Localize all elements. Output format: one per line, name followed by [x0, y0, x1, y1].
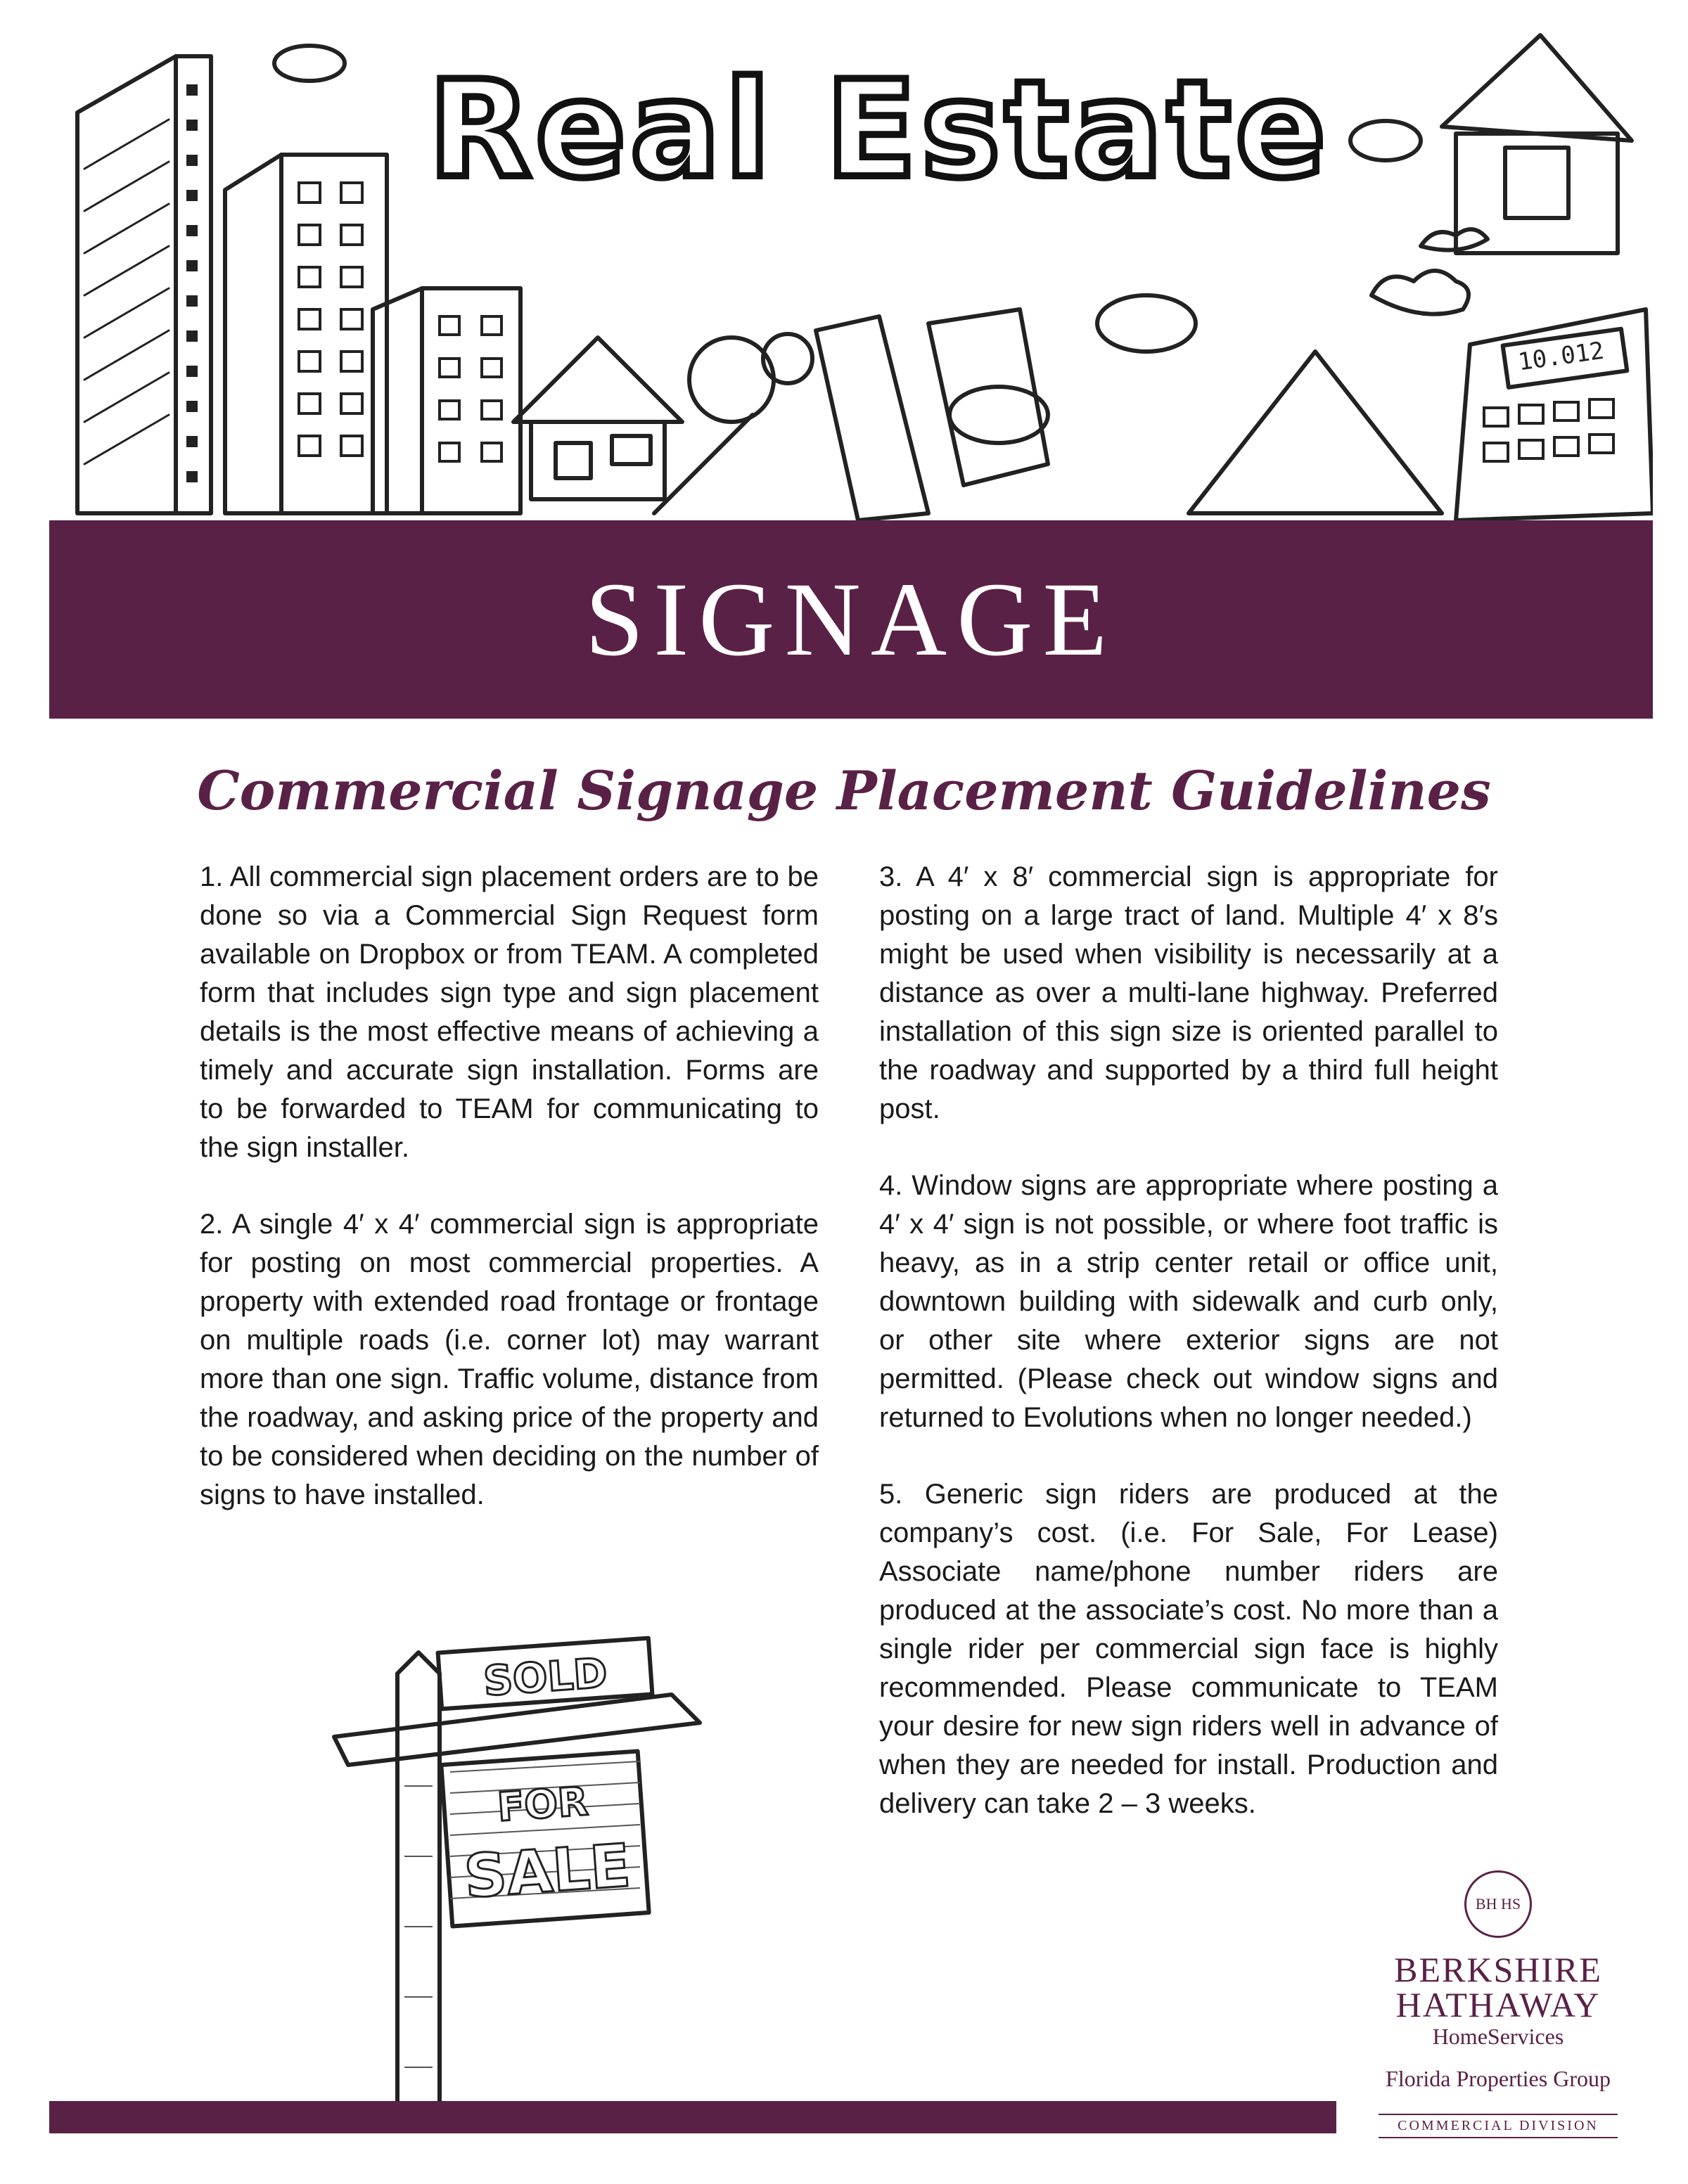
guideline-1: 1. All commercial sign placement orders are to be done so via a Commercial Sign Request form available on Dropbox or from TEAM. A completed form that includes sign type and sign placement details is the most effective means of achieving a timely and accurate sign installation. Forms are to be forwarded to TEAM for communicating to the sign installer. — [200, 861, 819, 1163]
guideline-2: 2. A single 4′ x 4′ commercial sign is appropriate for posting on most commercial properties. A property with extended road frontage or frontage on multiple roads (i.e. corner lot) may warrant more than one sign. Traffic volume, distance from the roadway, and asking price of the property and to be considered when deciding on the number of signs to have installed. — [200, 1209, 819, 1510]
section-subtitle: Commercial Signage Placement Guidelines — [197, 759, 1491, 822]
hero-title: Real Estate — [428, 52, 1331, 207]
sold-sign-illustration — [320, 1631, 714, 2124]
coin-icon-3 — [1350, 121, 1421, 160]
real-estate-doodle — [49, 28, 1653, 520]
footer-bar — [49, 2101, 1336, 2133]
signpost-icon — [320, 1631, 714, 2124]
building-windows-outline — [299, 183, 1613, 461]
guideline-3: 3. A 4′ x 8′ commercial sign is appropriate for posting on a large tract of land. Multiple 4′ x 8′s might be used when visibility is necessarily at a distance as over a multi-lane highway. Preferred installation of this sign size is oriented parallel to the roadway and supported by a third full height post. — [879, 861, 1498, 1124]
for-text: FOR — [496, 1778, 590, 1831]
mid-building-icon — [225, 155, 281, 513]
key-icon — [689, 338, 774, 422]
logo-line-2: HATHAWAY — [1395, 1985, 1601, 2024]
logo-line-3: HomeServices — [1432, 2024, 1564, 2049]
guidelines-column-left — [200, 858, 819, 1553]
house-top-icon — [1442, 35, 1632, 141]
coin-icon — [950, 387, 1048, 443]
guideline-5: 5. Generic sign riders are produced at the company’s cost. (i.e. For Sale, For Lease) Associate name/phone number riders are produced at the associate’s cost. No more than a single rider per commercial sign face is highly recommended. Please communicate to TEAM your desire for new sign riders well in advance of when they are needed for install. Production and delivery can take 2 – 3 weeks. — [879, 1479, 1498, 1819]
logo-line-1: BERKSHIRE — [1394, 1950, 1602, 1989]
calculator-display: 10.012 — [1516, 336, 1606, 377]
small-house-icon — [513, 338, 682, 422]
guidelines-column-right — [879, 858, 1498, 1861]
logo-line-4: Florida Properties Group — [1386, 2066, 1611, 2091]
hero-illustration — [49, 28, 1653, 520]
money-bill-icon — [816, 316, 928, 520]
title-banner — [49, 520, 1653, 719]
coin-icon-2 — [1097, 295, 1196, 352]
sold-rider-text: SOLD — [482, 1648, 609, 1706]
guideline-4: 4. Window signs are appropriate where posting a 4′ x 4′ sign is not possible, or where foot traffic is heavy, as in a strip center retail or office unit, downtown building with sidewalk and curb only, or other site where exterior signs are not permitted. (Please check out window signs and returned to Evolutions when no longer needed.) — [879, 1170, 1498, 1433]
page-title: SIGNAGE — [584, 561, 1118, 678]
coin-icon-4 — [274, 46, 345, 81]
bhhs-seal-icon: BH HS — [1464, 1870, 1532, 1938]
logo-division: COMMERCIAL DIVISION — [1379, 2114, 1618, 2138]
money-bill-icon-2 — [928, 309, 1048, 485]
sale-text: SALE — [461, 1830, 633, 1912]
company-logo — [1336, 1870, 1660, 2138]
building-windows — [186, 84, 198, 482]
short-building-icon — [373, 288, 422, 513]
roof-house-icon — [1189, 352, 1442, 513]
cloud-icon — [1372, 271, 1469, 314]
